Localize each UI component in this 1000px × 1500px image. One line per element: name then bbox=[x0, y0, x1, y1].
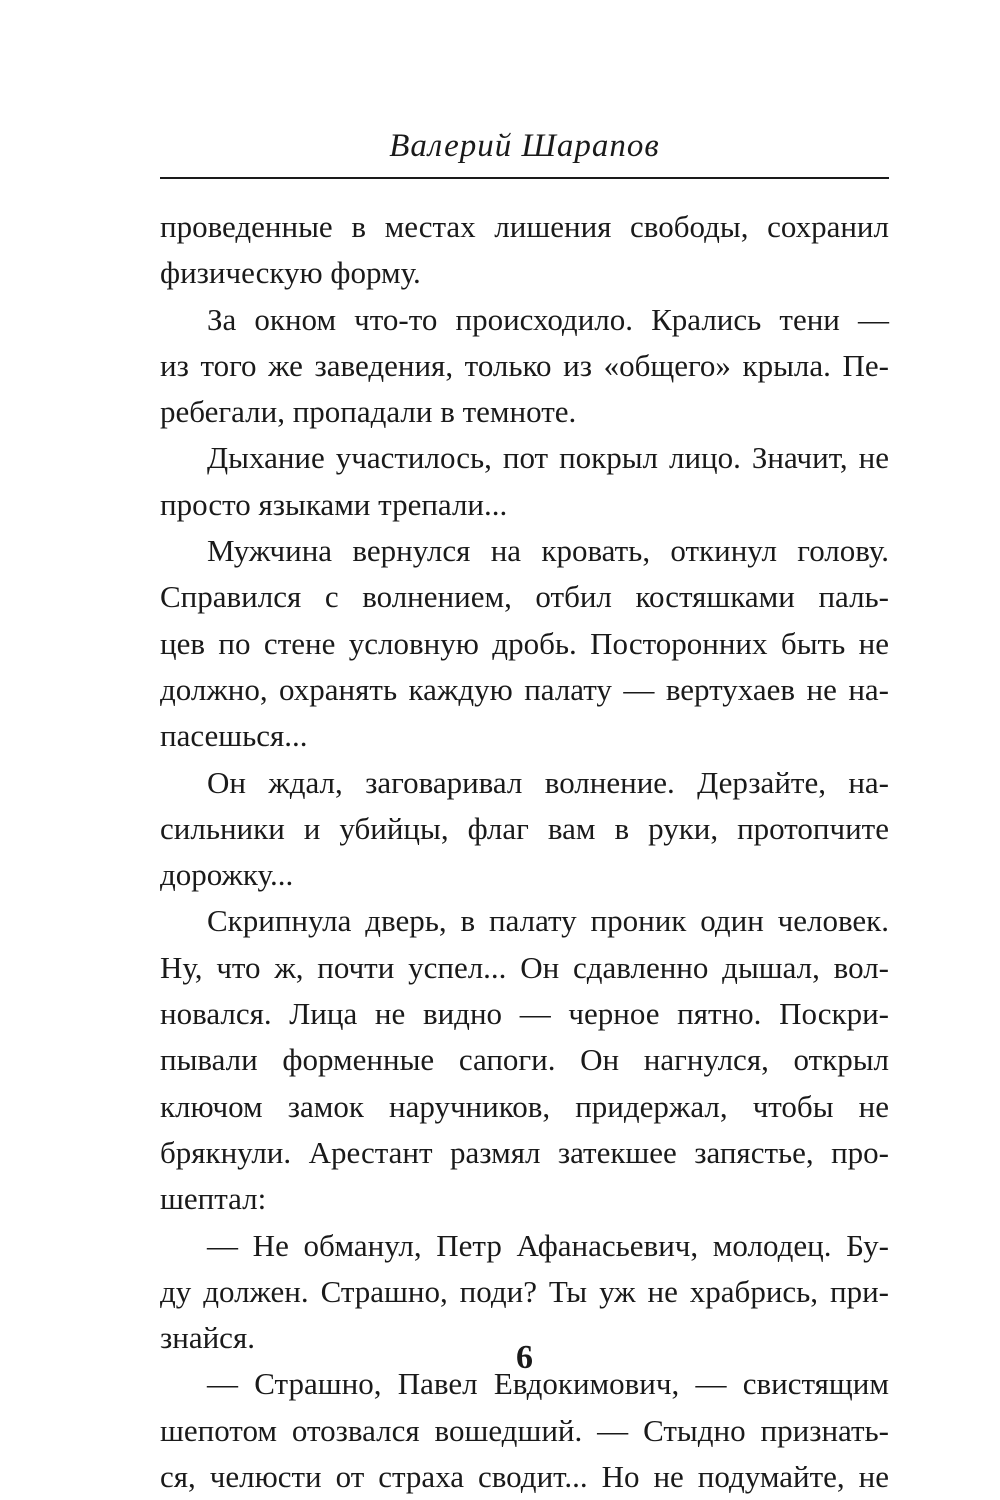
text-line: ребегали, пропадали в темноте. bbox=[160, 394, 577, 430]
text-line: пывали форменные сапоги. Он нагнулся, открыл bbox=[160, 1042, 889, 1078]
text-line: новался. Лица не видно — черное пятно. Поскри- bbox=[160, 996, 889, 1032]
paragraph-first-line: — Страшно, Павел Евдокимович, — свистящим bbox=[207, 1366, 889, 1402]
text-line: Ну, что ж, почти успел... Он сдавленно дышал, вол- bbox=[160, 949, 889, 985]
text-line: должно, охранять каждую палату — вертухаев не на- bbox=[160, 671, 889, 707]
paragraph-first-line: Он ждал, заговаривал волнение. Дерзайте, на- bbox=[207, 764, 889, 800]
paragraph-first-line: Мужчина вернулся на кровать, откинул голову. bbox=[207, 533, 889, 569]
paragraph-first-line: Дыхание участилось, пот покрыл лицо. Значит, не bbox=[207, 440, 889, 476]
text-line: просто языками трепали... bbox=[160, 486, 508, 522]
text-line: ключом замок наручников, придержал, чтобы не bbox=[160, 1088, 889, 1124]
text-line: проведенные в местах лишения свободы, сохранил bbox=[160, 209, 889, 244]
paragraph-first-line: Скрипнула дверь, в палату проник один человек. bbox=[207, 903, 889, 939]
text-line: физическую форму. bbox=[160, 255, 421, 291]
body-text bbox=[160, 204, 889, 1500]
text-line: ду должен. Страшно, поди? Ты уж не храбрись, при- bbox=[160, 1273, 889, 1309]
paragraph-first-line: За окном что-то происходило. Крались тени — bbox=[207, 301, 889, 337]
text-line: сильники и убийцы, флаг вам в руки, протопчите bbox=[160, 810, 889, 846]
text-line: дорожку... bbox=[160, 857, 294, 893]
text-line: ся, челюсти от страха сводит... Но не подумайте, не bbox=[160, 1459, 889, 1495]
text-line: шепотом отозвался вошедший. — Стыдно признать- bbox=[160, 1412, 889, 1448]
text-line: пасешься... bbox=[160, 718, 308, 754]
paragraph-first-line: — Не обманул, Петр Афанасьевич, молодец. Бу- bbox=[207, 1227, 889, 1263]
running-title: Валерий Шарапов bbox=[389, 128, 660, 164]
text-line: Справился с волнением, отбил костяшками паль- bbox=[160, 579, 889, 615]
text-line: знайся. bbox=[160, 1320, 255, 1356]
text-line: брякнули. Арестант размял затекшее запястье, про- bbox=[160, 1134, 889, 1170]
header-rule bbox=[160, 177, 889, 179]
text-line: из того же заведения, только из «общего» крыла. Пе- bbox=[160, 347, 889, 383]
text-line: шептал: bbox=[160, 1181, 267, 1217]
text-line: цев по стене условную дробь. Посторонних быть не bbox=[160, 625, 889, 661]
page-number: 6 bbox=[516, 1339, 533, 1376]
